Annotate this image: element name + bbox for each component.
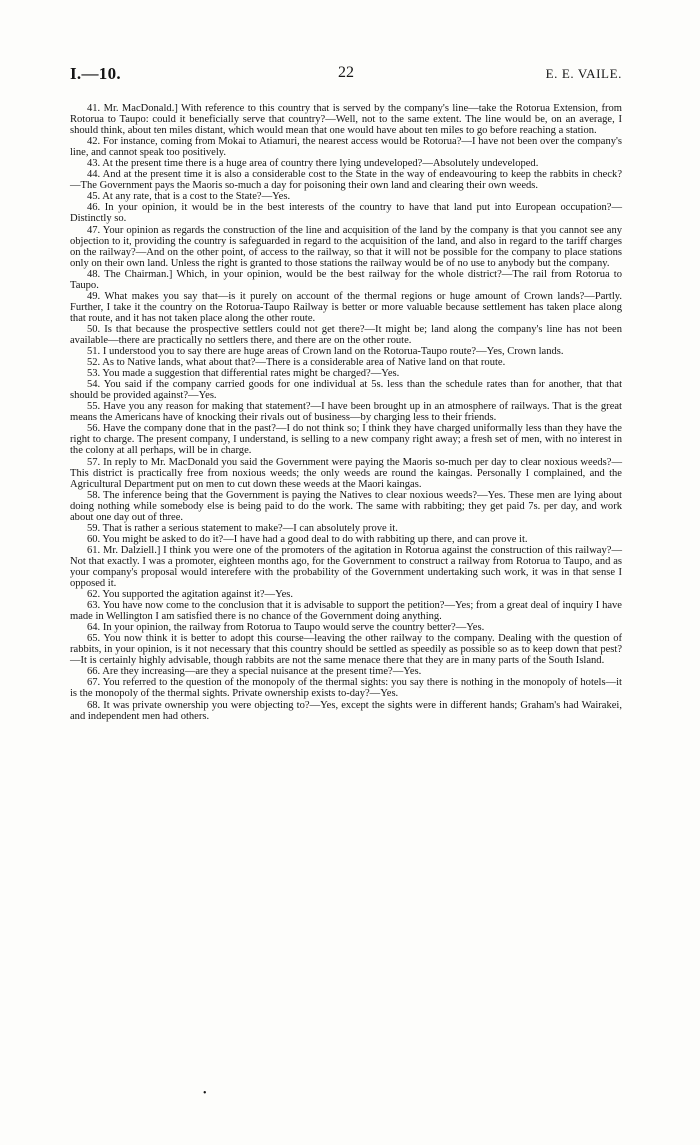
paragraph-47: 47. Your opinion as regards the construction of the line and acquisition of the land by the company is that you cannot see any objection to it, providing the country is safeguarded in regard to the acquisition of the land, and also in regard to the tariff charges on the railway?—And on the other point, of access to the railway, so that it will not be possible for the company to place stations only on their own land. Unless the right is granted to those stations the railway would be of no use to anybody but the company. (70, 224, 622, 269)
paragraph-42: 42. For instance, coming from Mokai to Atiamuri, the nearest access would be Rotorua?—I have not been over the company's line, and cannot speak too positively. (70, 136, 622, 159)
paragraph-67: 67. You referred to the question of the monopoly of the thermal sights: you say there is nothing in the monopoly of hotels—it is the monopoly of the thermal sights. Private ownership exists to-day?—Yes. (70, 677, 622, 700)
print-mark: • (203, 1088, 207, 1099)
paragraph-51: 51. I understood you to say there are huge areas of Crown land on the Rotorua-Taupo route?—Yes, Crown lands. (87, 346, 564, 358)
paragraph-66: 66. Are they increasing—are they a special nuisance at the present time?—Yes. (87, 666, 422, 678)
paragraph-65: 65. You now think it is better to adopt this course—leaving the other railway to the company. Dealing with the question of rabbits, in your opinion, is it not necessary that this country should be settled as speedily as possible so as to keep down that pest?—It is certainly highly advisable, though rabbits are not the same menace there that they are in many parts of the South Island. (70, 633, 622, 667)
paragraph-50: 50. Is that because the prospective settlers could not get there?—It might be; land along the company's line has not been available—there are practically no settlers there, and there are on the other route. (70, 323, 622, 346)
paragraph-59: 59. That is rather a serious statement to make?—I can absolutely prove it. (87, 522, 398, 534)
paragraph-64: 64. In your opinion, the railway from Rotorua to Taupo would serve the country better?—Yes. (87, 622, 485, 634)
paragraph-60: 60. You might be asked to do it?—I have had a good deal to do with rabbiting up there, and can prove it. (87, 533, 528, 545)
paragraph-68: 68. It was private ownership you were objecting to?—Yes, except the sights were in different hands; Graham's had Wairakei, and independent men had others. (70, 699, 622, 722)
paragraph-57: 57. In reply to Mr. MacDonald you said the Government were paying the Maoris so-much per day to clear noxious weeds?—This district is practically free from noxious weeds; the only weeds are round the kaingas. Personally I complained, and the Agricultural Department put on men to cut down these weeds at the Maori kaingas. (70, 456, 622, 490)
paragraph-58: 58. The inference being that the Government is paying the Natives to clear noxious weeds?—Yes. These men are lying about doing nothing while somebody else is being paid to do the work. The same with rabbiting; they get paid 7s. per day, and work about one day out of three. (70, 489, 622, 523)
paragraph-53: 53. You made a suggestion that differential rates might be charged?—Yes. (87, 368, 400, 380)
paragraph-41: 41. Mr. MacDonald.] With reference to this country that is served by the company's line—take the Rotorua Extension, from Rotorua to Taupo: could it beneficially serve that country?—Well, not to the same extent. The line would be, on an average, I should think, about ten miles distant, which would mean that one would have about ten miles to go before reaching a station. (70, 103, 622, 137)
paragraph-49: 49. What makes you say that—is it purely on account of the thermal regions or huge amount of Crown lands?—Partly. Further, I take it the country on the Rotorua-Taupo Railway is better or more valuable because settlement has taken place along that route, and it has not taken place along the other route. (70, 290, 622, 324)
document-reference: I.—10. (70, 64, 121, 83)
paragraph-54: 54. You said if the company carried goods for one individual at 5s. less than the schedule rates than for another, that that should be provided against?—Yes. (70, 379, 622, 402)
page-header (70, 64, 622, 94)
paragraph-43: 43. At the present time there is a huge area of country there lying undeveloped?—Absolutely undeveloped. (87, 158, 539, 170)
paragraph-55: 55. Have you any reason for making that statement?—I have been brought up in an atmosphere of railways. That is the great means the Americans have of knocking their rivals out of business—by charging less to their friends. (70, 401, 622, 424)
paragraph-63: 63. You have now come to the conclusion that it is advisable to support the petition?—Yes; from a great deal of inquiry I have made in Wellington I am satisfied there is no chance of the Government doing anything. (70, 600, 622, 623)
witness-name: E. E. VAILE. (545, 66, 622, 81)
paragraph-46: 46. In your opinion, it would be in the best interests of the country to have that land put into European occupation?—Distinctly so. (70, 202, 622, 225)
paragraph-48: 48. The Chairman.] Which, in your opinion, would be the best railway for the whole district?—The rail from Rotorua to Taupo. (70, 268, 622, 291)
testimony-body (70, 103, 622, 722)
page-number: 22 (338, 64, 354, 81)
paragraph-52: 52. As to Native lands, what about that?—There is a considerable area of Native land on that route. (87, 357, 506, 369)
paragraph-56: 56. Have the company done that in the past?—I do not think so; I think they have charged uniformally less than they have the right to charge. The present company, I understand, is selling to a new company right away; a fresh set of men, with no interest in the colony at all perhaps, will be in charge. (70, 423, 622, 457)
paragraph-61: 61. Mr. Dalziell.] I think you were one of the promoters of the agitation in Rotorua against the construction of this railway?—Not that exactly. I was a promoter, eighteen months ago, for the Government to construct a railway from Rotorua to Taupo, and as your company's proposal would interefere with the probability of the Government undertaking such work, it was in that sense I opposed it. (70, 544, 622, 590)
paragraph-45: 45. At any rate, that is a cost to the State?—Yes. (87, 191, 291, 203)
paragraph-62: 62. You supported the agitation against it?—Yes. (87, 589, 294, 601)
paragraph-44: 44. And at the present time it is also a considerable cost to the State in the way of endeavouring to keep the rabbits in check?—The Government pays the Maoris so-much a day for poisoning their own land and clearing their own weeds. (70, 169, 622, 192)
